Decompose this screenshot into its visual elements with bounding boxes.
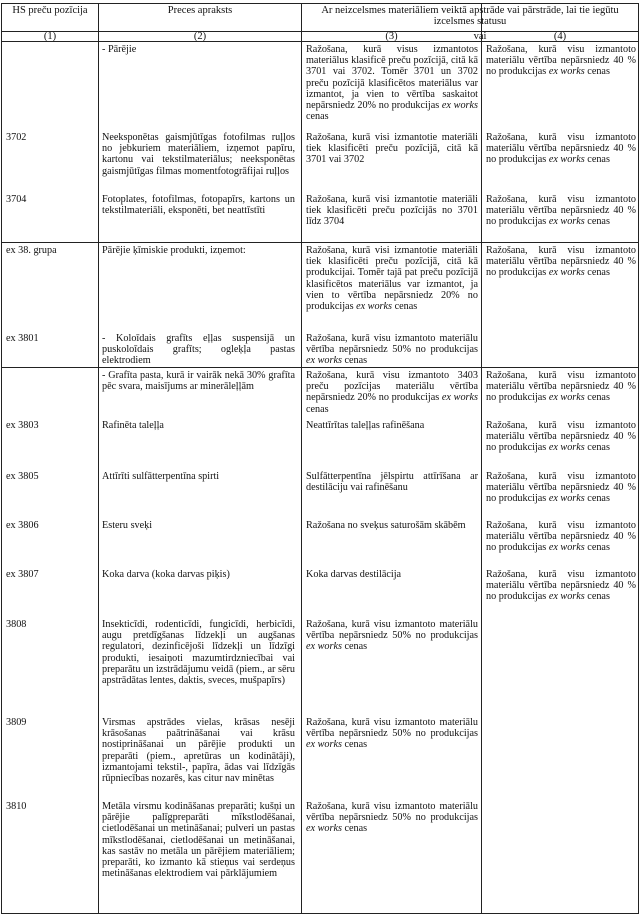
row-rule: Ražošana, kurā visu izmantoto 3403 preču pozīcijas materiālu vērtība nepārsniedz 20% no produkcijas ex works cenas (306, 370, 478, 415)
row-description: Insekticīdi, rodenticīdi, fungicīdi, herbicīdi, augu pretdīgšanas līdzekļi un augšanas regulatori, dezinficējoši līdzekļi un līdzīgi produkti, iesaiņoti mazumtirdzniecībai vai preparātu un izstrādājumu veidā (piem., ar sēru apstrādātas lentes, daktis, sveces, mušpapīrs) (102, 619, 295, 687)
row-description: Koka darva (koka darvas piķis) (102, 569, 230, 580)
row-description: Esteru sveķi (102, 520, 153, 531)
row-rule: Ražošana, kurā visu izmantoto materiālu vērtība nepārsniedz 50% no produkcijas ex works cenas (306, 717, 478, 751)
row-code: ex 3805 (6, 471, 39, 482)
table-border-right (638, 3, 639, 914)
row-code: ex 3806 (6, 520, 39, 531)
row-rule: Ražošana, kurā visus izmantotos materiālus klasificē preču pozīcijā, citā kā 3701 vai 3702. Tomēr 3701 un 3702 preču pozīcijā klasificētos materiālus var izmantot, ja vien to vērtība saskaitot nepārsniedz 20% no produkcijas ex works cenas (306, 44, 478, 123)
header-num-1: (1) (43, 31, 57, 42)
row-code: 3810 (6, 801, 27, 812)
row-rule: Ražošana, kurā visi izmantotie materiāli tiek klasificēti preču pozīcijā, citā kā produkcijai. Tomēr tajā pat preču pozīcijā klasificētos materiālus var izmantot, ja vien to vērtība nepārsniedz 20% no produkcijas ex works cenas (306, 245, 478, 313)
row-alt-rule: Ražošana, kurā visu izmantoto materiālu vērtība nepārsniedz 40 % no produkcijas ex works cenas (486, 132, 636, 166)
row-description: Attīrīti sulfātterpentīna spirti (102, 471, 220, 482)
header-or: vai (473, 31, 487, 42)
row-alt-rule: Ražošana, kurā visu izmantoto materiālu vērtība nepārsniedz 40 % no produkcijas ex works cenas (486, 194, 636, 228)
header-processing: Ar neizcelsmes materiāliem veiktā apstrāde vai pārstrāde, lai tie iegūtu izcelsmes statusu (321, 5, 619, 27)
row-rule: Neattīrītas taleļļas rafinēšana (306, 420, 425, 431)
row-divider (1, 242, 638, 243)
row-alt-rule: Ražošana, kurā visu izmantoto materiālu vērtība nepārsniedz 40 % no produkcijas ex works cenas (486, 44, 636, 78)
row-description: - Pārējie (102, 44, 137, 55)
row-description: Rafinēta taleļļa (102, 420, 164, 431)
row-rule: Koka darvas destilācija (306, 569, 402, 580)
row-description: Metāla virsmu kodināšanas preparāti; kušņi un pārējie palīgpreparāti mīkstlodēšanai, cietlodēšanai un metināšanai; pulveri un pastas mīkstlodēšanai, cietlodēšanai un metināšanai, kas sastāv no metāla un pārējiem materiāliem; preparāti, ko izmanto kā stieņus vai serdeņus metināšanas elektrodiem vai pārklājumiem (102, 801, 295, 880)
header-hs-code: HS preču pozīcija (12, 5, 88, 16)
header-description: Preces apraksts (167, 5, 233, 16)
column-divider (481, 3, 482, 914)
header-num-4: (4) (553, 31, 567, 42)
column-divider (98, 3, 99, 914)
row-description: Pārējie ķīmiskie produkti, izņemot: (102, 245, 246, 256)
table-border-top (1, 3, 638, 4)
row-rule: Ražošana, kurā visi izmantotie materiāli tiek klasificēti preču pozīcijās no 3701 līdz 3704 (306, 194, 478, 228)
row-divider (1, 367, 638, 368)
table-border-bottom (1, 913, 638, 914)
row-code: ex 3807 (6, 569, 39, 580)
row-code: 3704 (6, 194, 27, 205)
header-num-3: (3) (385, 31, 398, 42)
row-alt-rule: Ražošana, kurā visu izmantoto materiālu vērtība nepārsniedz 40 % no produkcijas ex works cenas (486, 420, 636, 454)
row-description: Virsmas apstrādes vielas, krāsas nesēji krāsošanas paātrināšanai vai krāsu nostiprināšanai un pārējie produkti un preparāti (piem., apretūras un kodinātāji), izmantojami tekstil-, papīra, ādas vai līdzīgās rūpniecības nozarēs, kas citur nav minētas (102, 717, 295, 785)
row-code: ex 38. grupa (6, 245, 57, 256)
row-rule: Ražošana no sveķus saturošām skābēm (306, 520, 466, 531)
row-description: Fotoplates, fotofilmas, fotopapīrs, kartons un tekstilmateriāli, eksponēti, bet neattīstīti (102, 194, 295, 217)
row-description: - Grafīta pasta, kurā ir vairāk nekā 30% grafīta pēc svara, maisījums ar minerāleļļām (102, 370, 295, 393)
row-rule: Ražošana, kurā visu izmantoto materiālu vērtība nepārsniedz 50% no produkcijas ex works cenas (306, 801, 478, 835)
row-code: ex 3801 (6, 333, 39, 344)
table-border-left (1, 3, 2, 914)
row-alt-rule: Ražošana, kurā visu izmantoto materiālu vērtība nepārsniedz 40 % no produkcijas ex works cenas (486, 245, 636, 279)
row-alt-rule: Ražošana, kurā visu izmantoto materiālu vērtība nepārsniedz 40 % no produkcijas ex works cenas (486, 370, 636, 404)
row-code: 3809 (6, 717, 27, 728)
column-divider (301, 3, 302, 914)
row-description: - Koloīdais grafīts eļļas suspensijā un puskoloīdais grafīts; ogleķļa pastas elektrodiem (102, 333, 295, 367)
row-code: 3702 (6, 132, 27, 143)
row-alt-rule: Ražošana, kurā visu izmantoto materiālu vērtība nepārsniedz 40 % no produkcijas ex works cenas (486, 569, 636, 603)
row-description: Neeksponētas gaismjūtīgas fotofilmas ruļļos no jebkuriem materiāliem, izņemot papīru, kartonu vai tekstilmateriālus; neeksponētas gaismjūtīgas filmas momentfotogrāfijai ruļļos (102, 132, 295, 177)
row-rule: Ražošana, kurā visu izmantoto materiālu vērtība nepārsniedz 50% no produkcijas ex works cenas (306, 619, 478, 653)
row-alt-rule: Ražošana, kurā visu izmantoto materiālu vērtība nepārsniedz 40 % no produkcijas ex works cenas (486, 471, 636, 505)
row-rule: Ražošana, kurā visi izmantotie materiāli tiek klasificēti preču pozīcijā, citā kā 3701 vai 3702 (306, 132, 478, 166)
header-num-2: (2) (193, 31, 207, 42)
row-alt-rule: Ražošana, kurā visu izmantoto materiālu vērtība nepārsniedz 40 % no produkcijas ex works cenas (486, 520, 636, 554)
row-code: 3808 (6, 619, 27, 630)
row-rule: Sulfātterpentīna jēlspirtu attīrīšana ar destilāciju vai rafinēšanu (306, 471, 478, 494)
row-code: ex 3803 (6, 420, 39, 431)
row-rule: Ražošana, kurā visu izmantoto materiālu vērtība nepārsniedz 50% no produkcijas ex works cenas (306, 333, 478, 367)
